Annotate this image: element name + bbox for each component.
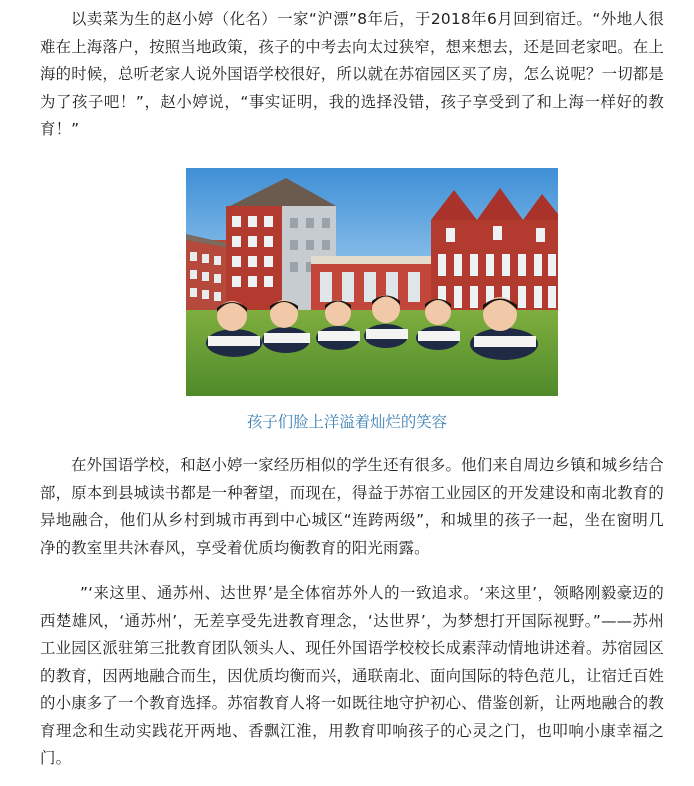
- paragraph-intro: 以卖菜为生的赵小婷（化名）一家“沪漂”8年后，于2018年6月回到宿迁。“外地人很难在上海落户，按照当地政策，孩子的中考去向太过狭窄，想来想去，还是回老家吧。在上海的时候，总听老家人说外国语学校很好，所以就在苏宿园区买了房，怎么说呢？一切都是为了孩子吧！”，赵小婷说，“事实证明，我的选择没错，孩子享受到了和上海一样好的教育！”: [40, 10, 664, 138]
- paragraph-principal-quote: ”‘来这里、通苏州、达世界’是全体宿苏外人的一致追求。‘来这里’，领略刚毅豪迈的西楚雄风，‘通苏州’，无差享受先进教育理念，‘达世界’，为梦想打开国际视野。”——苏州工业园区派驻第三批教育团队领头人、现任外国语学校校长成素萍动情地讲述着。苏宿园区的教育，因两地融合而生，因优质均衡而兴，通联南北、面向国际的特色范儿，让宿迁百姓的小康多了一个教育选择。苏宿教育人将一如既往地守护初心、借鉴创新，让两地融合的教育理念和生动实践花开两地、香飘江淮，用教育叩响孩子的心灵之门，也叩响小康幸福之门。: [40, 584, 664, 767]
- school-children-photo: [186, 168, 558, 396]
- paragraph-students: 在外国语学校，和赵小婷一家经历相似的学生还有很多。他们来自周边乡镇和城乡结合部，原本到县城读书都是一种奢望，而现在，得益于苏宿工业园区的开发建设和南北教育的异地融合，他们从乡村到城市再到中心城区“连跨两级”，和城里的孩子一起，坐在窗明几净的教室里共沐春风，享受着优质均衡教育的阳光雨露。: [40, 456, 664, 557]
- photo-caption: 孩子们脸上洋溢着灿烂的笑容: [246, 413, 448, 431]
